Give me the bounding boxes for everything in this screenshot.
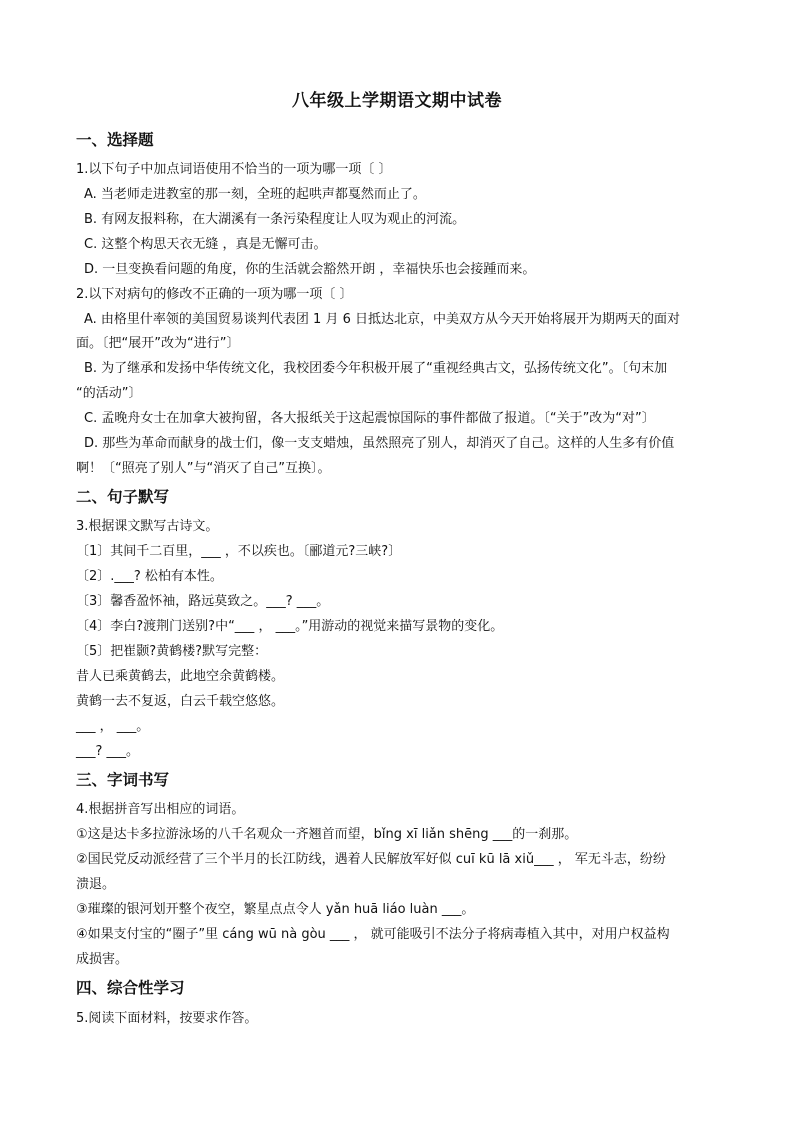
question-4-item-1: ①这是达卡多拉游泳场的八千名观众一齐翘首而望，bǐng xī liǎn shēng ___的一刹那。 (76, 827, 578, 842)
question-2-option-b-line2: “的活动”〕 (76, 386, 142, 401)
question-3-line-2: 〔2〕.___? 松柏有本性。 (76, 569, 223, 584)
question-3-line-3: 〔3〕馨香盈怀袖，路远莫致之。___? ___。 (76, 594, 330, 609)
question-3-line-5: 〔5〕把崔颢?黄鹤楼?默写完整： (76, 644, 268, 659)
question-2-option-d-line2: 啊！〔“照亮了别人”与“消灭了自己”互换〕。 (76, 461, 331, 476)
poem-line-2: 黄鹤一去不复返，白云千载空悠悠。 (76, 694, 285, 709)
section-heading-comprehensive: 四、综合性学习 (76, 979, 185, 997)
question-1-option-a: A. 当老师走进教室的那一刻，全班的起哄声都戛然而止了。 (84, 187, 426, 202)
section-heading-choice: 一、选择题 (76, 131, 154, 149)
question-2-option-a-line1: A. 由格里什率领的美国贸易谈判代表团 1 月 6 日抵达北京，中美双方从今天开始将展开为期两天的面对 (84, 312, 681, 327)
question-1-option-c: C. 这整个构思天衣无缝 ，真是无懈可击。 (84, 237, 327, 252)
question-4-item-4-line2: 成损害。 (76, 952, 129, 967)
question-2-option-d-line1: D. 那些为革命而献身的战士们，像一支支蜡烛，虽然照亮了别人，却消灭了自己。这样的人生多有价值 (84, 436, 675, 451)
question-3-stem: 3.根据课文默写古诗文。 (76, 519, 219, 534)
poem-blank-line-4: ___? ___。 (76, 744, 140, 759)
question-4-item-2-line2: 溃退。 (76, 877, 116, 892)
question-4-item-3: ③璀璨的银河划开整个夜空，繁星点点令人 yǎn huā liáo luàn ___。 (76, 902, 475, 917)
question-2-stem: 2.以下对病句的修改不正确的一项为哪一项〔 〕 (76, 287, 353, 302)
question-4-stem: 4.根据拼音写出相应的词语。 (76, 802, 245, 817)
question-3-line-4: 〔4〕李白?渡荆门送别?中“___ ， ___。”用游动的视觉来描写景物的变化。 (76, 619, 504, 634)
question-4-item-4-line1: ④如果支付宝的“圈子”里 cáng wū nà gòu ___ ， 就可能吸引不法分子将病毒植入其中，对用户权益构 (76, 927, 670, 942)
question-2-option-b-line1: B. 为了继承和发扬中华传统文化，我校团委今年积极开展了“重视经典古文，弘扬传统文化”。〔句末加 (84, 361, 668, 376)
question-1-option-d: D. 一旦变换看问题的角度，你的生活就会豁然开朗 ，幸福快乐也会接踵而来。 (84, 262, 536, 277)
poem-blank-line-3: ___ ， ___。 (76, 719, 150, 734)
question-5-stem: 5.阅读下面材料，按要求作答。 (76, 1011, 258, 1026)
exam-title: 八年级上学期语文期中试卷 (292, 91, 502, 111)
question-2-option-c: C. 孟晚舟女士在加拿大被拘留，各大报纸关于这起震惊国际的事件都做了报道。〔“关于”改为“对”〕 (84, 411, 655, 426)
question-1-stem: 1.以下句子中加点词语使用不恰当的一项为哪一项〔 〕 (76, 162, 392, 177)
question-4-item-2-line1: ②国民党反动派经营了三个半月的长江防线，遇着人民解放军好似 cuī kū lā xiǔ___ ， 军无斗志，纷纷 (76, 852, 666, 867)
question-3-line-1: 〔1〕其间千二百里，___ ，不以疾也。〔郦道元?三峡?〕 (76, 544, 402, 559)
question-1-option-b: B. 有网友报料称，在大湖溪有一条污染程度让人叹为观止的河流。 (84, 212, 466, 227)
question-2-option-a-line2: 面。〔把“展开”改为“进行”〕 (76, 336, 240, 351)
poem-line-1: 昔人已乘黄鹤去，此地空余黄鹤楼。 (76, 669, 285, 684)
section-heading-writing: 三、字词书写 (76, 771, 170, 789)
section-heading-dictation: 二、句子默写 (76, 488, 170, 506)
